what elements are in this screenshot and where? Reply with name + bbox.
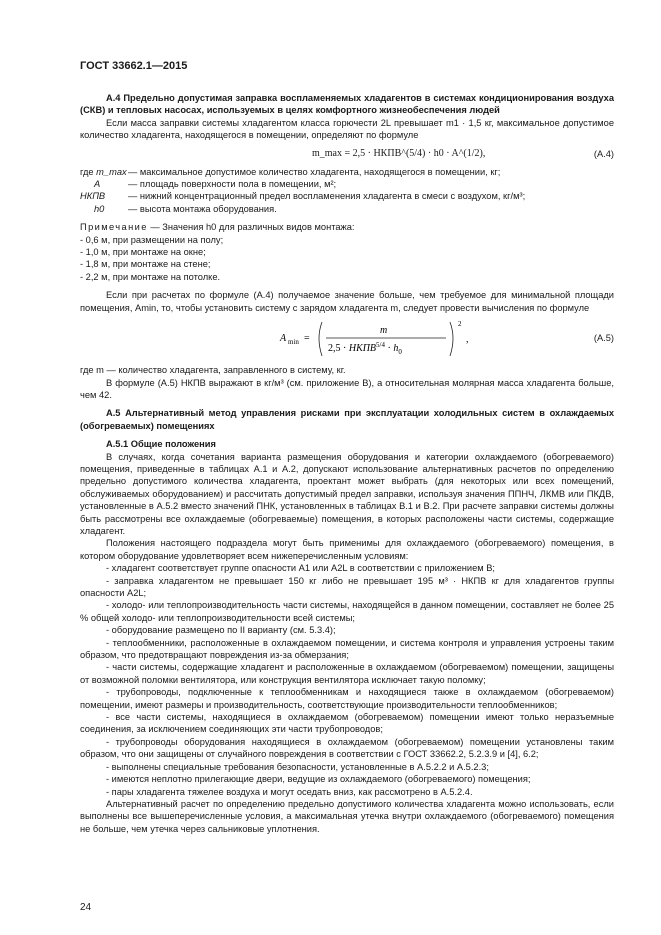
formula-a5-lhs: A	[280, 333, 287, 345]
definition-text: — площадь поверхности пола в помещении, м²;	[128, 179, 337, 190]
section-a51-title: А.5.1 Общие положения	[106, 439, 216, 450]
formula-a5-paren-left	[319, 322, 322, 356]
paragraph-m-definition: где m — количество хладагента, заправленного в систему, кг.	[80, 365, 346, 376]
formula-a5-denominator: $2,5 \cdot НКПВ^{5/4} \cdot h_0$	[328, 341, 402, 357]
section-a5-title: А.5 Альтернативный метод управления рисками при эксплуатации холодильных систем в охлаждаемых (обогреваемых) помещениях	[80, 408, 614, 431]
condition-item: - трубопроводы, подключенные к теплообменникам и находящиеся также в охлаждаемом (обогреваемом) помещении, имеют размеры и производительность, соответствующие производительности теплообменников;	[80, 687, 614, 710]
condition-item: - части системы, содержащие хладагент и расположенные в охлаждаемом (обогреваемом) помещении, защищены от возможной поломки вентилятора, или конструкция вентилятора исключает такую поломку;	[80, 662, 614, 685]
paragraph-a5-units: В формуле (А.5) НКПВ выражают в кг/м³ (см. приложение В), а относительная молярная масса хладагента больше, чем 42.	[80, 377, 614, 400]
formula-a5-numerator: m	[380, 325, 388, 337]
formula-a5-equals: =	[304, 333, 310, 345]
definition-symbol: A	[94, 179, 101, 190]
paragraph-a51-first: В случаях, когда сочетания варианта размещения оборудования и категории охлаждаемого (обогреваемого) помещения, приведенные в таблицах А.1 и А.2, допускают использование альтернативных расчетов по определению предельно допустимого количества хладагента, проектант может выбрать (для некоторых или всех помещений, обслуживаемых оборудованием) и рассчитать допустимый предел заправки, используя значения ППНЧ, ЛКМВ или ПКДВ, установленные в А.5.2 вместо значений ПНК, установленных в таблицах В.1 и В.2. При расчете заправки системы должны быть рассмотрены все охлаждаемые (обогреваемые) помещения, в которых расположены части системы, содержащие хладагент.	[80, 451, 614, 536]
condition-item: - теплообменники, расположенные в охлаждаемом помещении, и система контроля и управления устроены таким образом, что предотвращают повреждения из-за обмерзания;	[80, 637, 614, 661]
note-item: - 0,6 м, при размещении на полу;	[80, 234, 224, 245]
note-item: - 1,8 м, при монтаже на стене;	[80, 259, 211, 270]
definitions-lead: где m_max	[80, 166, 127, 177]
condition-item: - холодо- или теплопроизводительность части системы, находящейся в данном помещении, составляет не более 25 % общей холодо- или теплопроизводительности всей системы;	[80, 600, 614, 623]
definition-symbol: h0	[94, 203, 105, 214]
definition-text: — нижний концентрационный предел воспламенения хладагента в смеси с воздухом, кг/м³;	[128, 191, 526, 202]
page-number: 24	[80, 902, 92, 913]
formula-a5-lhs-sub: min	[288, 338, 299, 347]
paragraph-a51-final: Альтернативный расчет по определению предельно допустимого количества хладагента можно использовать, если выполнены все вышеперечисленные условия, а максимальная утечка внутри охлаждаемого (обогреваемого) помещения не больше, чем утечка через сальниковые уплотнения.	[80, 798, 614, 834]
formula-a4-expression: m_max = 2,5 · НКПВ^(5/4) · h0 · A^(1/2),	[312, 147, 486, 159]
paragraph-a4-intro: Если масса заправки системы хладагентом класса горючести 2L превышает m1 · 1,5 кг, максимальное допустимое количество хладагента, находящегося в помещении, определяют по формуле	[80, 117, 614, 141]
definition-symbol: НКПВ	[80, 191, 106, 202]
formula-a4	[80, 142, 614, 166]
formula-a5-graphic	[80, 314, 614, 364]
note-item: - 1,0 м, при монтаже на окне;	[80, 247, 206, 258]
definition-row	[80, 166, 614, 178]
definition-text: — максимальное допустимое количество хладагента, находящегося в помещении, кг;	[128, 166, 501, 177]
formula-a5-number: (А.5)	[593, 333, 614, 344]
definitions-list	[80, 166, 614, 216]
note-heading: Примечание — Значения h0 для различных видов монтажа:	[80, 222, 355, 233]
condition-item: - трубопроводы оборудования находящиеся в охлаждаемом (обогреваемом) помещении установлены таким образом, что они защищены от случайного повреждения в соответствии с ГОСТ 33662.2, 5.2.3.9 и [4], 6.2;	[80, 736, 614, 760]
condition-item: - имеются неплотно прилегающие двери, ведущие из охлаждаемого (обогреваемого) помещения;	[106, 774, 531, 785]
formula-a4-number: (А.4)	[593, 148, 614, 159]
formula-a5	[80, 314, 614, 364]
document-header: ГОСТ 33662.1—2015	[80, 60, 188, 72]
condition-item: - оборудование размещено по II варианту (см. 5.3.4);	[106, 625, 336, 636]
condition-item: - пары хладагента тяжелее воздуха и могут оседать вниз, как рассмотрено в А.5.2.4.	[106, 786, 473, 797]
condition-item: - все части системы, находящиеся в охлаждаемом (обогреваемом) помещении имеют только неразъемные соединения, за исключением соединяющих эти части трубопроводов;	[80, 712, 614, 735]
condition-item: - заправка хладагентом не превышает 150 кг либо не превышает 195 м³ · НКПВ кг для хладагентов группы опасности А2L;	[80, 575, 614, 598]
note-item: - 2,2 м, при монтаже на потолке.	[80, 271, 221, 282]
note-block	[80, 221, 614, 283]
formula-a5-exponent: 2	[458, 320, 462, 329]
formula-a5-paren-right	[450, 322, 453, 356]
definition-text: — высота монтажа оборудования.	[128, 203, 277, 214]
definition-row	[80, 190, 614, 202]
definition-row	[80, 178, 614, 190]
definition-row	[80, 203, 614, 215]
paragraph-a4-second: Если при расчетах по формуле (А.4) получаемое значение больше, чем требуемое для минимальной площади помещения, Amin, то, чтобы установить систему с зарядом хладагента m, следует провести вычисления по формуле	[80, 290, 614, 313]
condition-item: - хладагент соответствует группе опасности А1 или А2L в соответствии с приложением В;	[106, 563, 496, 574]
section-a4-title: А.4 Предельно допустимая заправка воспламеняемых хладагентов в системах кондиционирования воздуха (СКВ) и тепловых насосах, используемых в целях комфортного жизнеобеспечения людей	[80, 93, 614, 116]
condition-item: - выполнены специальные требования безопасности, установленные в А.5.2.2 и А.5.2.3;	[106, 761, 489, 772]
formula-a5-comma: ,	[466, 334, 469, 346]
paragraph-a51-second: Положения настоящего подраздела могут быть применимы для охлаждаемого (обогреваемого) помещения, в котором оборудование удовлетворяет всем нижеперечисленным условиям:	[80, 538, 614, 561]
document-body	[80, 92, 614, 835]
conditions-list	[80, 562, 614, 798]
